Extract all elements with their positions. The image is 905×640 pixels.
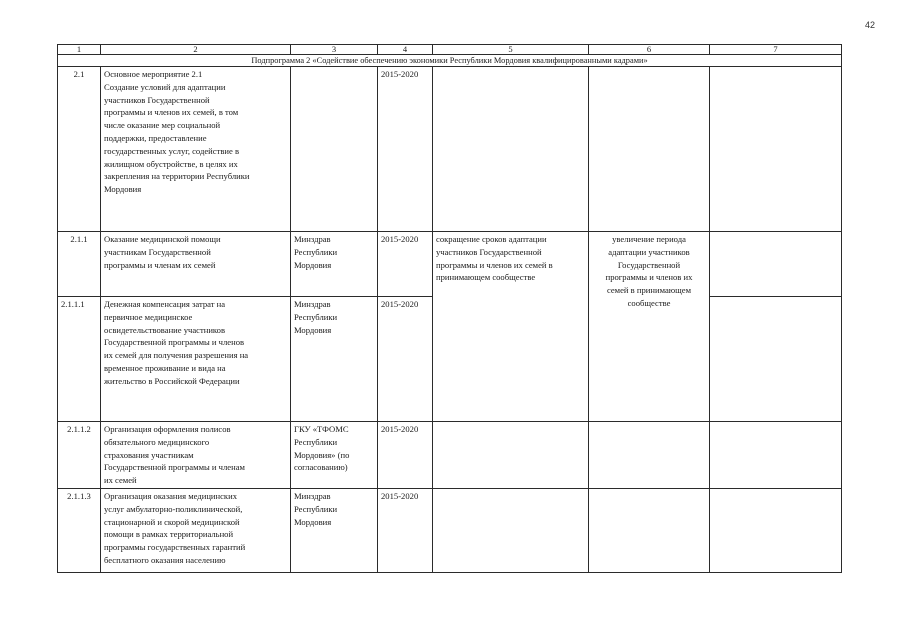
period: 2015-2020 [378,232,433,297]
column-header: 2 [101,45,291,55]
executor: Минздрав Республики Мордовия [291,489,378,573]
consequence [589,67,710,232]
period: 2015-2020 [378,489,433,573]
expected-result: сокращение сроков адаптации участников Государственной программы и членов их семей в принимающем сообществе [433,232,589,422]
column-header: 4 [378,45,433,55]
expected-result [433,67,589,232]
link-to-indicators [710,422,842,489]
executor [291,67,378,232]
measure-name: Денежная компенсация затрат на первичное медицинское освидетельствование участников Государственной программы и членов их семей для получения разрешения на временное проживание и вида на жительство в Российской Федерации [101,297,291,422]
row-number: 2.1.1.2 [58,422,101,489]
consequence [589,422,710,489]
subprogram-title-row [58,55,842,67]
column-header: 6 [589,45,710,55]
link-to-indicators [710,297,842,422]
table-row [58,489,842,573]
row-number: 2.1.1 [58,232,101,297]
period: 2015-2020 [378,422,433,489]
period: 2015-2020 [378,297,433,422]
executor: ГКУ «ТФОМС Республики Мордовия» (по согласованию) [291,422,378,489]
expected-result [433,489,589,573]
executor: Минздрав Республики Мордовия [291,297,378,422]
column-header: 3 [291,45,378,55]
measure-name: Оказание медицинской помощи участникам Государственной программы и членам их семей [101,232,291,297]
column-header: 7 [710,45,842,55]
column-header: 1 [58,45,101,55]
measure-name: Организация оказания медицинских услуг амбулаторно-поликлинической, стационарной и скорой медицинской помощи в рамках территориальной программы государственных гарантий бесплатного оказания населению [101,489,291,573]
link-to-indicators [710,67,842,232]
column-header: 5 [433,45,589,55]
consequence [589,489,710,573]
executor: Минздрав Республики Мордовия [291,232,378,297]
row-number: 2.1.1.3 [58,489,101,573]
measure-name: Организация оформления полисов обязательного медицинского страхования участникам Государственной программы и членам их семей [101,422,291,489]
column-number-row [58,45,842,55]
link-to-indicators [710,489,842,573]
table-row [58,422,842,489]
period: 2015-2020 [378,67,433,232]
table-row [58,67,842,232]
link-to-indicators [710,232,842,297]
row-number: 2.1 [58,67,101,232]
expected-result [433,422,589,489]
row-number: 2.1.1.1 [58,297,101,422]
program-table [57,44,842,573]
subprogram-title: Подпрограмма 2 «Содействие обеспечению экономики Республики Мордовия квалифицированными кадрами» [58,55,842,67]
consequence: увеличение периода адаптации участников Государственной программы и членов их семей в принимающем сообществе [589,232,710,422]
table-row [58,232,842,297]
measure-name: Основное мероприятие 2.1 Создание условий для адаптации участников Государственной программы и членов их семей, в том числе оказание мер социальной поддержки, предоставление государственных услуг, содействие в жилищном обустройстве, в целях их закрепления на территории Республики Мордовия [101,67,291,232]
page-number: 42 [864,20,875,30]
